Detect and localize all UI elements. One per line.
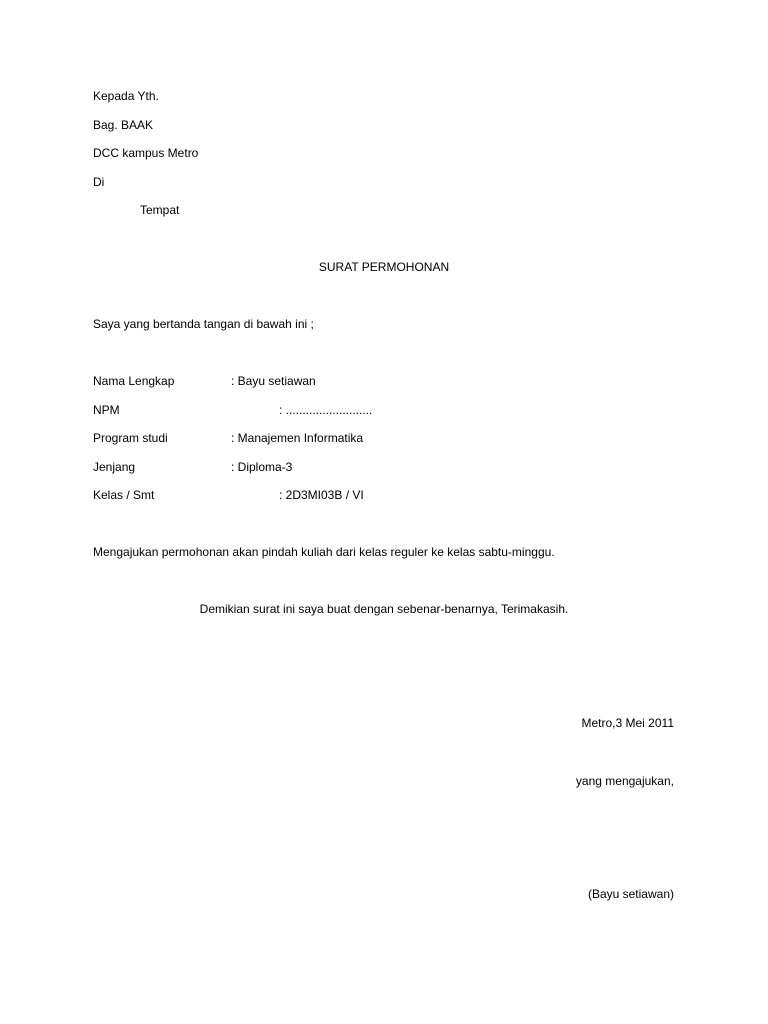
closing-text: Demikian surat ini saya buat dengan sebenar-benarnya, Terimakasih. — [199, 602, 569, 616]
field-label: NPM — [93, 403, 120, 417]
applicant-label: yang mengajukan, — [575, 774, 674, 788]
field-value: : 2D3MI03B / VI — [279, 488, 364, 502]
field-value: : Manajemen Informatika — [231, 431, 364, 445]
address-di: Di — [93, 175, 105, 189]
field-label: Jenjang — [93, 460, 136, 474]
request-text: Mengajukan permohonan akan pindah kuliah dari kelas reguler ke kelas sabtu-minggu. — [93, 545, 555, 559]
field-value: : Diploma-3 — [231, 460, 293, 474]
address-place: Tempat — [140, 203, 180, 217]
address-campus: DCC kampus Metro — [93, 146, 199, 160]
place-date: Metro,3 Mei 2011 — [581, 716, 674, 730]
field-value: : Bayu setiawan — [231, 374, 316, 388]
field-label: Program studi — [93, 431, 168, 445]
field-label: Nama Lengkap — [93, 374, 175, 388]
intro-text: Saya yang bertanda tangan di bawah ini ; — [93, 317, 314, 331]
field-label: Kelas / Smt — [93, 488, 155, 502]
address-department: Bag. BAAK — [93, 118, 154, 132]
letter-title: SURAT PERMOHONAN — [318, 260, 450, 274]
field-value: : .......................... — [279, 403, 373, 417]
signature-name: (Bayu setiawan) — [587, 887, 674, 901]
address-recipient: Kepada Yth. — [93, 89, 159, 103]
